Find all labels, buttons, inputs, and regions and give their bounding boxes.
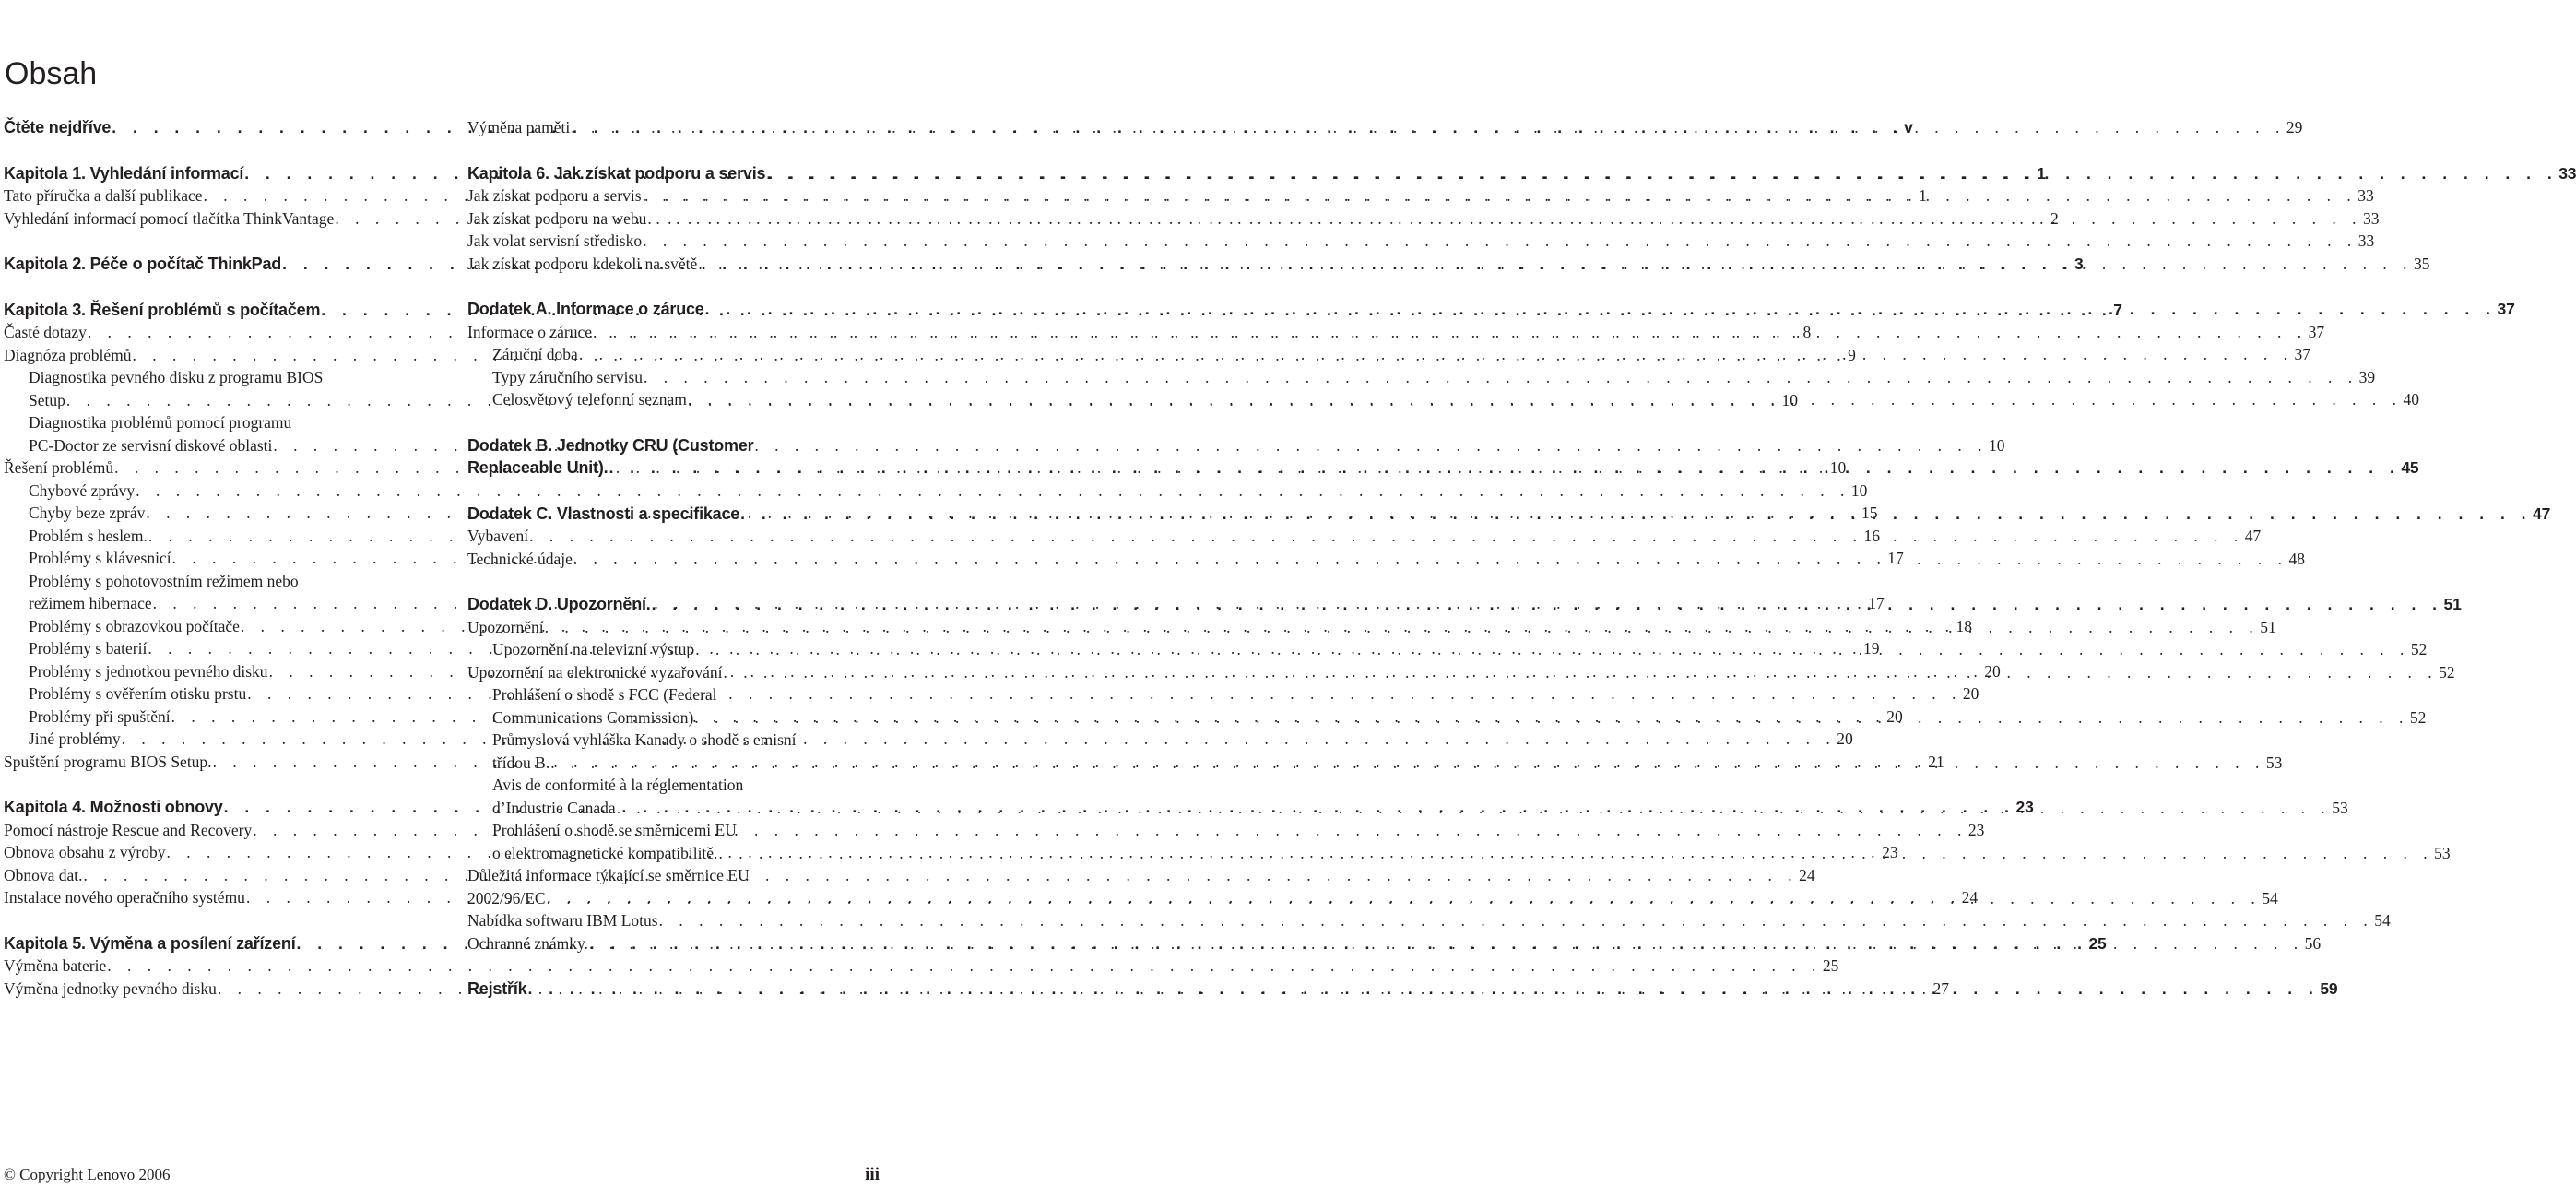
toc-page-number: 15 bbox=[1861, 504, 1878, 522]
toc-entry-label: Řešení problémů bbox=[4, 458, 114, 477]
toc-entry-label: Tato příručka a další publikace bbox=[4, 186, 203, 205]
toc-entry-label: Problémy s jednotkou pevného disku bbox=[29, 661, 268, 681]
toc-section bbox=[467, 116, 2303, 139]
toc-entry-label: Dodatek B. Jednotky CRU (Customer bbox=[467, 435, 754, 455]
toc-page-number: 23 bbox=[2015, 798, 2034, 816]
toc-entry[interactable] bbox=[4, 366, 419, 389]
dot-leader bbox=[644, 366, 2358, 389]
toc-page-number: 19 bbox=[1862, 639, 1880, 658]
toc-entry[interactable] bbox=[467, 864, 881, 887]
dot-leader bbox=[107, 955, 1822, 978]
toc-page-number: 8 bbox=[1802, 323, 1812, 341]
toc-page-number: v bbox=[1904, 118, 1913, 136]
toc-page-number: 52 bbox=[2409, 707, 2427, 727]
toc-page-number: 20 bbox=[1837, 729, 1853, 748]
toc-page-number: 17 bbox=[1868, 594, 1885, 612]
dot-leader bbox=[529, 525, 2244, 548]
toc-entry-label: Avis de conformité à la réglementation bbox=[492, 776, 744, 794]
toc-page-number: 23 bbox=[1882, 843, 1898, 861]
toc-entry-label: třídou B. bbox=[492, 753, 550, 772]
toc-page-number: 33 bbox=[2558, 163, 2576, 183]
toc-page-number: 37 bbox=[2497, 300, 2515, 318]
toc-entry[interactable] bbox=[4, 955, 1839, 978]
toc-page-number: 24 bbox=[1961, 888, 1979, 907]
toc-entry-label: Záruční doba bbox=[492, 345, 578, 363]
toc-entry-label: Výměna jednotky pevného disku bbox=[4, 978, 217, 998]
dot-leader bbox=[609, 457, 2400, 480]
toc-page-number: 47 bbox=[2533, 504, 2551, 523]
toc-page-number: 33 bbox=[2357, 186, 2374, 205]
toc-page-number: 53 bbox=[2332, 798, 2348, 817]
toc-page-number: 47 bbox=[2244, 527, 2262, 545]
toc-entry-label: o elektromagnetické kompatibilitě. bbox=[492, 843, 718, 862]
toc-entry-label: Kapitola 3. Řešení problémů s počítačem bbox=[4, 300, 321, 319]
toc-entry-label: Průmyslová vyhláška Kanady o shodě s emisní bbox=[492, 730, 797, 749]
toc-entry[interactable] bbox=[467, 683, 881, 706]
toc-page-number: 52 bbox=[2439, 662, 2455, 682]
dot-leader bbox=[718, 842, 2433, 865]
dot-leader bbox=[571, 116, 2286, 139]
toc-entry-label: 2002/96/EC bbox=[467, 888, 546, 907]
toc-page-number: 20 bbox=[1984, 661, 2001, 681]
toc-entry-label: Upozornění na elektronické vyzařování bbox=[467, 662, 723, 682]
toc-chapter-entry[interactable] bbox=[467, 434, 881, 457]
toc-page-number: 48 bbox=[2288, 549, 2306, 568]
toc-entry[interactable] bbox=[467, 116, 2303, 139]
toc-entry-label: Spuštění programu BIOS Setup. bbox=[4, 752, 212, 771]
toc-entry[interactable] bbox=[4, 411, 419, 434]
toc-entry-label: Obnova dat. bbox=[4, 865, 83, 884]
toc-page-number: 56 bbox=[2304, 933, 2322, 953]
toc-entry-label: Diagnostika pevného disku z programu BIOS bbox=[29, 368, 324, 386]
toc-entry[interactable] bbox=[467, 184, 2374, 208]
toc-chapter-entry[interactable] bbox=[467, 162, 2576, 185]
toc-entry-label: Chybové zprávy bbox=[29, 480, 136, 500]
page-number: iii bbox=[865, 1165, 880, 1184]
toc-page-number: 53 bbox=[2434, 843, 2451, 862]
toc-entry-label: Výměna baterie bbox=[4, 956, 107, 975]
toc-page-number: 54 bbox=[2374, 911, 2391, 930]
dot-leader bbox=[647, 208, 2362, 231]
toc-entry-label: Jak získat podporu kdekoli na světě bbox=[467, 254, 698, 273]
copyright-notice: © Copyright Lenovo 2006 bbox=[4, 1166, 171, 1183]
toc-entry[interactable] bbox=[467, 909, 2391, 932]
toc-entry-label: Problémy s klávesnicí bbox=[29, 549, 171, 567]
toc-chapter-entry[interactable] bbox=[467, 298, 2515, 321]
toc-page-number: 54 bbox=[2262, 888, 2278, 907]
toc-page-number: 52 bbox=[2410, 640, 2428, 658]
toc-page-number: 39 bbox=[2358, 367, 2376, 386]
toc-page-number: 20 bbox=[1886, 706, 1903, 726]
toc-page-number: 23 bbox=[1967, 820, 1985, 839]
toc-entry-label: Dodatek D. Upozornění. bbox=[467, 595, 651, 613]
toc-entry-label: Replaceable Unit). bbox=[467, 458, 609, 477]
toc-page-number: 9 bbox=[1848, 345, 1856, 364]
dot-leader bbox=[593, 321, 2308, 344]
toc-page-number: 37 bbox=[2308, 322, 2325, 341]
toc-entry[interactable] bbox=[467, 208, 2380, 231]
toc-entry[interactable] bbox=[467, 253, 2430, 276]
toc-entry-label: Rejstřík bbox=[467, 979, 527, 998]
toc-page-number: 18 bbox=[1956, 616, 1973, 635]
toc-entry-label: Diagnostika problémů pomocí programu bbox=[29, 413, 292, 432]
toc-entry-label: Obnova obsahu z výroby bbox=[4, 843, 166, 861]
dot-leader bbox=[688, 388, 2403, 411]
toc-entry-label: Communications Commission) bbox=[492, 707, 694, 727]
toc-entry-label: Technické údaje bbox=[467, 549, 573, 568]
toc-entry-label: režimem hibernace bbox=[29, 594, 152, 612]
toc-entry-label: Jak získat podporu a servis bbox=[467, 186, 642, 205]
toc-entry[interactable] bbox=[467, 321, 2325, 344]
dot-leader bbox=[698, 253, 2413, 276]
toc-page-number: 27 bbox=[1932, 978, 1949, 998]
toc-entry-label: Jiné problémy bbox=[29, 729, 121, 748]
toc-entry-label: Vybavení bbox=[467, 527, 529, 545]
toc-entry-label: Vyhledání informací pomocí tlačítka ThinkVantage bbox=[4, 208, 335, 228]
toc-entry-label: Celosvětový telefonní seznam bbox=[492, 390, 687, 409]
toc-page-number: 3 bbox=[2074, 255, 2084, 273]
toc-entry-label: Setup bbox=[29, 390, 65, 409]
toc-entry-label: Problém s heslem. bbox=[29, 526, 148, 545]
toc-page-number: 1 bbox=[2037, 163, 2046, 183]
toc-page-number: 25 bbox=[2088, 933, 2107, 953]
toc-entry-label: Chyby beze zpráv bbox=[29, 504, 146, 522]
toc-page-number: 24 bbox=[1799, 865, 1815, 884]
toc-page-number: 10 bbox=[1850, 480, 1868, 500]
toc-page-number: 25 bbox=[1822, 956, 1839, 975]
dot-leader bbox=[617, 797, 2332, 820]
dot-leader bbox=[550, 752, 2265, 775]
toc-entry[interactable] bbox=[467, 729, 881, 752]
toc-entry-label: Kapitola 4. Možnosti obnovy bbox=[4, 798, 223, 816]
toc-entry-label: Upozornění bbox=[467, 617, 544, 636]
toc-entry-label: Čtěte nejdříve bbox=[4, 118, 112, 136]
toc-page-number: 7 bbox=[2113, 300, 2122, 319]
toc-entry-label: Problémy s obrazovkou počítače bbox=[29, 616, 240, 635]
toc-entry[interactable] bbox=[467, 230, 2375, 253]
toc-entry-label: Jak volat servisní středisko bbox=[467, 231, 643, 250]
dot-leader bbox=[705, 298, 2497, 321]
toc-page-number: 21 bbox=[1928, 752, 1944, 771]
toc-page-number: 29 bbox=[2286, 118, 2303, 136]
toc-entry-label: Důležitá informace týkající se směrnice EU bbox=[467, 866, 750, 884]
toc-page-number: 1 bbox=[1919, 186, 1927, 205]
dot-leader bbox=[740, 503, 2532, 526]
toc-entry-label: Pomocí nástroje Rescue and Recovery bbox=[4, 820, 253, 839]
toc-page-number: 59 bbox=[2320, 979, 2338, 998]
toc-entry-label: Problémy s pohotovostním režimem nebo bbox=[29, 571, 299, 590]
toc-entry[interactable] bbox=[4, 480, 1868, 503]
toc-entry-label: Problémy s ověřením otisku prstu bbox=[29, 684, 247, 703]
toc-page-number: 10 bbox=[1989, 435, 2005, 455]
toc-entry-label: PC-Doctor ze servisní diskové oblasti bbox=[29, 435, 273, 455]
dot-leader bbox=[652, 593, 2443, 616]
dot-leader bbox=[694, 706, 2409, 729]
dot-leader bbox=[695, 638, 2410, 661]
toc-entry-label: Prohlášení o shodě s FCC (Federal bbox=[492, 685, 717, 704]
toc-page-number: 17 bbox=[1887, 549, 1904, 567]
toc-entry-label: Dodatek C. Vlastnosti a specifikace bbox=[467, 504, 740, 523]
dot-leader bbox=[579, 343, 2294, 366]
toc-page-number: 33 bbox=[2357, 231, 2375, 250]
dot-leader bbox=[122, 728, 1837, 751]
toc-entry[interactable] bbox=[467, 366, 2376, 389]
toc-page-number: 40 bbox=[2403, 390, 2420, 409]
toc-entry[interactable] bbox=[467, 774, 881, 797]
toc-entry-label: Informace o záruce bbox=[467, 322, 593, 341]
toc-entry-label: Časté dotazy bbox=[4, 323, 87, 341]
dot-leader bbox=[643, 230, 2357, 253]
toc-entry-label: Problémy s baterií bbox=[29, 639, 148, 658]
toc-page-number: 10 bbox=[1829, 458, 1847, 477]
dot-leader bbox=[659, 909, 2374, 932]
toc-page-number: 2 bbox=[2050, 208, 2059, 228]
toc-entry-label: Ochranné známky. bbox=[467, 933, 589, 953]
dot-leader bbox=[136, 480, 1850, 503]
toc-entry-label: Instalace nového operačního systému bbox=[4, 888, 245, 907]
dot-leader bbox=[545, 616, 2260, 639]
toc-page-number: 51 bbox=[2260, 617, 2276, 636]
toc-entry-label: d’Industrie Canada bbox=[492, 798, 616, 817]
toc-entry[interactable] bbox=[467, 343, 2310, 366]
toc-page-number: 16 bbox=[1863, 526, 1880, 545]
toc-page-number: 37 bbox=[2294, 345, 2310, 363]
toc-entry-label: Kapitola 1. Vyhledání informací bbox=[4, 163, 244, 183]
toc-entry-label: Typy záručního servisu bbox=[492, 367, 644, 386]
dot-leader bbox=[589, 932, 2304, 955]
toc-entry[interactable] bbox=[467, 819, 881, 842]
toc-page-number: 10 bbox=[1781, 390, 1798, 409]
dot-leader bbox=[547, 887, 2262, 910]
page-title: Obsah bbox=[5, 56, 98, 91]
toc-entry-label: Kapitola 6. Jak získat podporu a servis bbox=[467, 163, 766, 183]
toc-entry[interactable] bbox=[4, 570, 419, 593]
dot-leader bbox=[766, 162, 2558, 185]
toc-page-number: 53 bbox=[2265, 753, 2283, 772]
toc-entry-label: Dodatek A. Informace o záruce bbox=[467, 300, 704, 318]
dot-leader bbox=[527, 978, 2319, 1001]
toc-section bbox=[467, 162, 2576, 276]
toc-page-number: 20 bbox=[1962, 684, 1979, 703]
toc-entry-label: Diagnóza problémů bbox=[4, 345, 132, 364]
toc-entry-label: Upozornění na televizní výstup bbox=[492, 640, 695, 658]
dot-leader bbox=[723, 661, 2438, 684]
toc-entry-label: Kapitola 5. Výměna a posílení zařízení bbox=[4, 933, 296, 953]
toc-entry-label: Problémy při spuštění bbox=[29, 706, 171, 726]
dot-leader bbox=[643, 184, 2357, 208]
dot-leader bbox=[84, 864, 1799, 887]
page-footer bbox=[4, 1165, 880, 1185]
toc-entry-label: Prohlášení o shodě se směrnicemi EU bbox=[492, 821, 737, 839]
toc-entry-label: Výměna paměti bbox=[467, 118, 571, 136]
toc-page-number: 51 bbox=[2443, 595, 2462, 613]
toc-page-number: 35 bbox=[2413, 254, 2430, 273]
dot-leader bbox=[573, 548, 2288, 571]
toc-entry-label: Kapitola 2. Péče o počítač ThinkPad bbox=[4, 255, 282, 273]
toc-page-number: 33 bbox=[2363, 208, 2380, 228]
toc-entry-label: Jak získat podporu na webu bbox=[467, 208, 647, 228]
toc-entry-label: Nabídka softwaru IBM Lotus bbox=[467, 911, 658, 930]
toc-page-number: 45 bbox=[2401, 458, 2419, 477]
